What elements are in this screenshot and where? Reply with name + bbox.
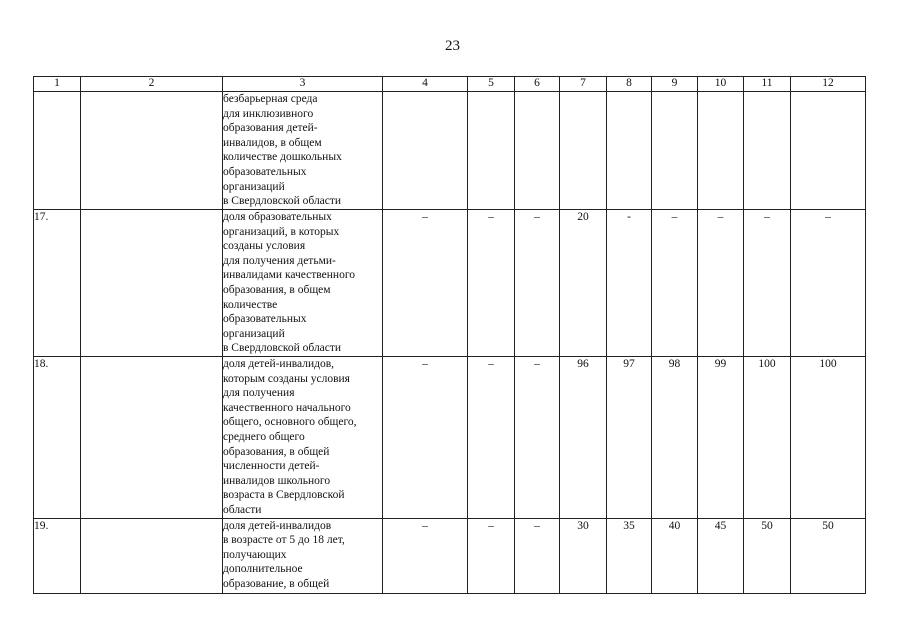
header-cell: 11 [744,77,791,92]
header-cell: 7 [560,77,607,92]
description-line: организаций [223,180,285,193]
value-cell: 98 [652,357,698,519]
description-line: доля образовательных [223,211,332,223]
header-cell: 10 [698,77,744,92]
description-line: для инклюзивного [223,107,314,120]
value-cell: 96 [560,357,607,519]
table-row [34,210,866,357]
description-line: качественного начального [223,401,351,414]
description-line: организаций [223,327,285,340]
value-cell: – [515,210,560,357]
description-line: инвалидов, в общем [223,136,322,149]
value-cell [560,92,607,210]
indicator-description [223,357,383,519]
header-cell: 3 [223,77,383,92]
value-cell: 99 [698,357,744,519]
description-line: образовательных [223,313,307,326]
indicator-description [223,210,383,357]
row-number: 18. [34,357,81,519]
row-number: 19. [34,518,81,593]
description-line: доля детей-инвалидов, [223,358,335,370]
description-line: которым созданы условия [223,372,350,385]
value-cell: 20 [560,210,607,357]
description-line: области [223,503,262,516]
header-cell: 9 [652,77,698,92]
description-line: организаций, в которых [223,225,340,238]
description-line: созданы условия [223,240,306,253]
value-cell: – [383,210,468,357]
value-cell: 50 [791,518,866,593]
column-2-cell [81,92,223,210]
value-cell [698,92,744,210]
indicator-table [33,76,866,594]
description-line: в возрасте от 5 до 18 лет, [223,534,345,547]
value-cell: 35 [607,518,652,593]
description-line: образования детей- [223,122,318,135]
value-cell [515,92,560,210]
header-cell: 6 [515,77,560,92]
description-line: образования, в общей [223,445,330,458]
table-row [34,357,866,519]
description-line: безбарьерная среда [223,93,318,105]
value-cell [744,92,791,210]
description-line: доля детей-инвалидов [223,519,332,532]
description-line: для получения [223,387,295,400]
page-number: 23 [445,38,460,54]
value-cell: – [383,518,468,593]
table-row [34,92,866,210]
value-cell [383,92,468,210]
value-cell: – [698,210,744,357]
value-cell: – [515,357,560,519]
column-2-cell [81,357,223,519]
value-cell: 45 [698,518,744,593]
value-cell: – [468,357,515,519]
header-cell: 5 [468,77,515,92]
description-line: для получения детьми- [223,254,336,267]
row-number [34,92,81,210]
value-cell [468,92,515,210]
description-line: общего, основного общего, [223,416,357,429]
description-line: получающих [223,548,287,561]
column-2-cell [81,518,223,593]
header-row [34,77,866,92]
description-line: образовательных [223,165,307,178]
value-cell: 50 [744,518,791,593]
value-cell: – [383,357,468,519]
header-cell: 4 [383,77,468,92]
description-line: инвалидами качественного [223,269,356,282]
value-cell: 100 [791,357,866,519]
description-line: инвалидов школьного [223,474,331,487]
description-line: образование, в общей [223,577,330,590]
value-cell: - [607,210,652,357]
value-cell [791,92,866,210]
row-number: 17. [34,210,81,357]
value-cell: 30 [560,518,607,593]
value-cell: – [468,518,515,593]
value-cell: 40 [652,518,698,593]
header-cell: 12 [791,77,866,92]
value-cell [607,92,652,210]
header-cell: 1 [34,77,81,92]
description-line: среднего общего [223,430,305,443]
description-line: возраста в Свердловской [223,489,345,502]
value-cell: – [652,210,698,357]
value-cell: – [744,210,791,357]
header-cell: 2 [81,77,223,92]
description-line: численности детей- [223,460,320,473]
value-cell: – [468,210,515,357]
value-cell: – [791,210,866,357]
value-cell: 100 [744,357,791,519]
header-cell: 8 [607,77,652,92]
description-line: количестве [223,298,278,311]
description-line: количестве дошкольных [223,151,342,164]
value-cell: – [515,518,560,593]
table-row [34,518,866,593]
column-2-cell [81,210,223,357]
description-line: дополнительное [223,563,303,576]
indicator-description [223,518,383,593]
description-line: образования, в общем [223,283,331,296]
indicator-description [223,92,383,210]
description-line: в Свердловской области [223,342,342,355]
value-cell: 97 [607,357,652,519]
value-cell [652,92,698,210]
description-line: в Свердловской области [223,195,342,208]
